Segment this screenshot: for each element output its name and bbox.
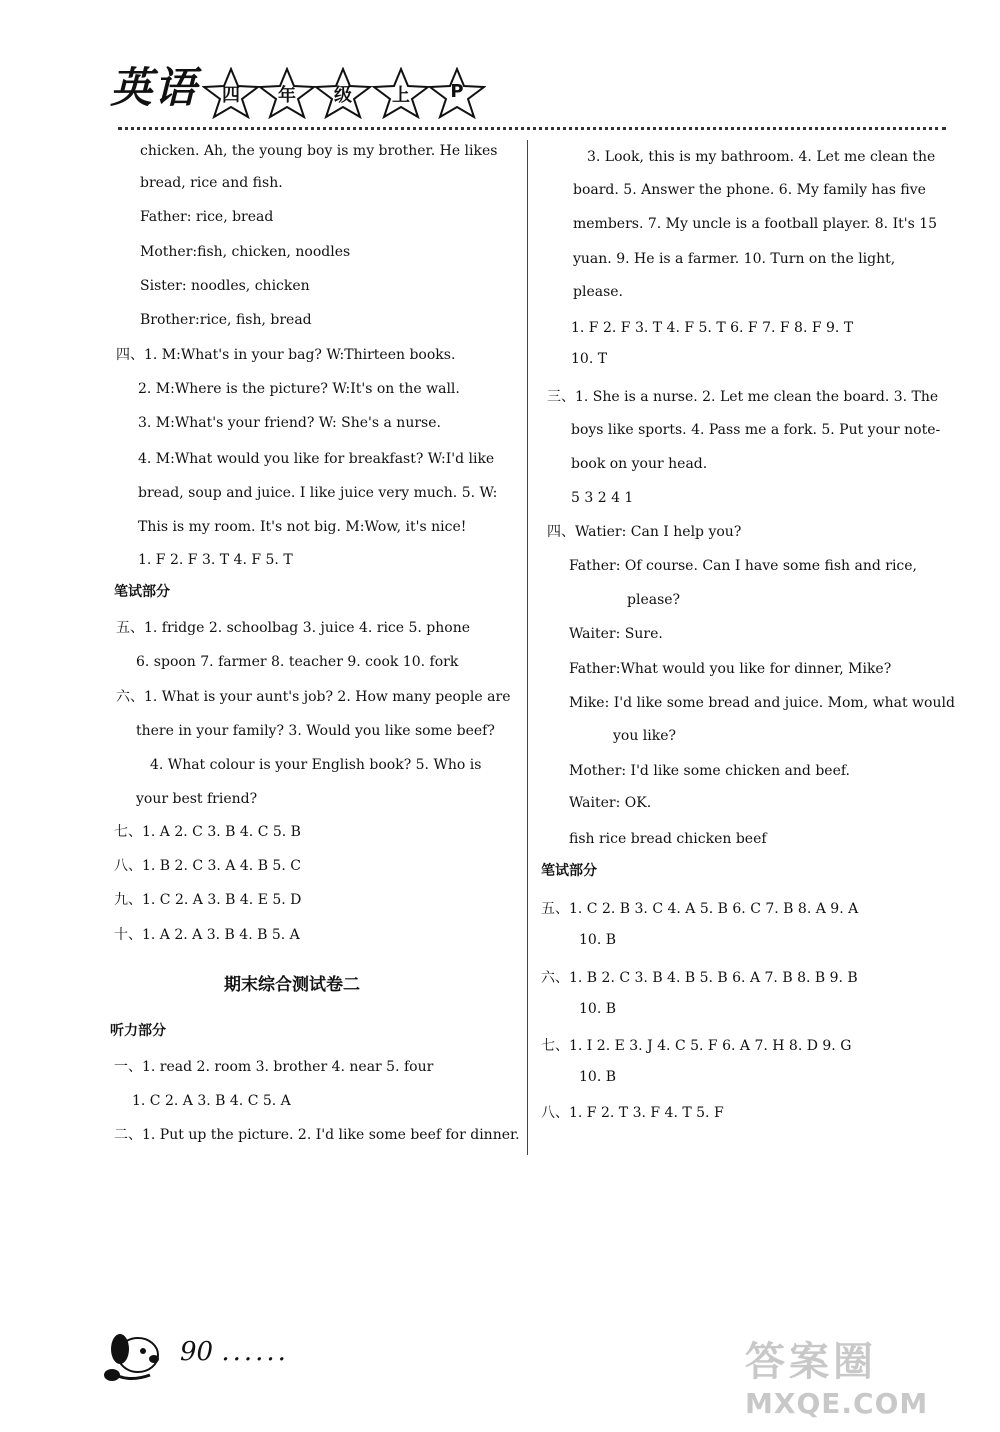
answer-line: 4. What colour is your English book? 5. Who is bbox=[150, 757, 482, 773]
watermark-cn: 答案圈 bbox=[745, 1339, 877, 1385]
answer-line: 10. B bbox=[579, 1001, 617, 1017]
answer-line: 七、1. A 2. C 3. B 4. C 5. B bbox=[114, 824, 301, 840]
section-label-written: 笔试部分 bbox=[114, 584, 170, 600]
answer-line: 四、1. M:What's in your bag? W:Thirteen books. bbox=[116, 347, 456, 363]
grade-star-3 bbox=[314, 67, 372, 119]
answer-line: 10. B bbox=[579, 932, 617, 948]
answer-line: bread, rice and fish. bbox=[140, 175, 283, 191]
answer-line: 5 3 2 4 1 bbox=[571, 490, 634, 506]
answer-line: 一、1. read 2. room 3. brother 4. near 5. four bbox=[114, 1059, 434, 1075]
grade-char-3: 级 bbox=[334, 85, 352, 106]
answer-line: 二、1. Put up the picture. 2. I'd like some beef for dinner. bbox=[114, 1127, 520, 1143]
answer-line: 6. spoon 7. farmer 8. teacher 9. cook 10. fork bbox=[136, 654, 459, 670]
answer-line: 3. Look, this is my bathroom. 4. Let me clean the bbox=[587, 149, 936, 165]
test-paper-title: 期末综合测试卷二 bbox=[224, 975, 360, 995]
answer-line: please? bbox=[627, 592, 681, 608]
section-label-written: 笔试部分 bbox=[541, 863, 597, 879]
answer-line: 五、1. fridge 2. schoolbag 3. juice 4. rice 5. phone bbox=[116, 620, 471, 636]
answer-line: 1. F 2. F 3. T 4. F 5. T bbox=[138, 552, 293, 568]
answer-line: 1. C 2. A 3. B 4. C 5. A bbox=[132, 1093, 291, 1109]
grade-char-1: 四 bbox=[222, 85, 240, 106]
answer-line: 3. M:What's your friend? W: She's a nurse. bbox=[138, 415, 441, 431]
page-number-value: 90 bbox=[180, 1337, 214, 1367]
answer-line: you like? bbox=[613, 728, 677, 744]
answer-line: Mother: I'd like some chicken and beef. bbox=[569, 763, 850, 779]
answer-line: 九、1. C 2. A 3. B 4. E 5. D bbox=[114, 892, 302, 908]
answer-line: board. 5. Answer the phone. 6. My family has five bbox=[573, 182, 926, 198]
answer-line: Father: rice, bread bbox=[140, 209, 274, 225]
answer-line: members. 7. My uncle is a football player. 8. It's 15 bbox=[573, 216, 938, 232]
answer-line: Brother:rice, fish, bread bbox=[140, 312, 312, 328]
answer-line: 四、Watier: Can I help you? bbox=[547, 524, 742, 540]
watermark-en: MXQE.COM bbox=[745, 1387, 929, 1420]
answer-line: 八、1. F 2. T 3. F 4. T 5. F bbox=[541, 1105, 724, 1121]
grade-char-4: 上 bbox=[392, 85, 410, 106]
answer-line: please. bbox=[573, 284, 623, 300]
answer-line: boys like sports. 4. Pass me a fork. 5. Put your note- bbox=[571, 422, 941, 438]
grade-char-2: 年 bbox=[278, 85, 296, 106]
section-label-listening: 听力部分 bbox=[110, 1023, 166, 1039]
answer-line: 10. B bbox=[579, 1069, 617, 1085]
answer-line: 1. F 2. F 3. T 4. F 5. T 6. F 7. F 8. F 9. T bbox=[571, 320, 854, 336]
grade-star-4 bbox=[372, 67, 430, 119]
answer-line: 三、1. She is a nurse. 2. Let me clean the board. 3. The bbox=[547, 389, 939, 405]
answer-line: there in your family? 3. Would you like some beef? bbox=[136, 723, 495, 739]
answer-line: chicken. Ah, the young boy is my brother. He likes bbox=[140, 143, 498, 159]
answer-line: 2. M:Where is the picture? W:It's on the wall. bbox=[138, 381, 460, 397]
answer-line: your best friend? bbox=[136, 791, 258, 807]
grade-star-5 bbox=[428, 67, 486, 119]
grade-star-2 bbox=[258, 67, 316, 119]
answer-line: 七、1. I 2. E 3. J 4. C 5. F 6. A 7. H 8. D 9. G bbox=[541, 1038, 852, 1054]
answer-line: bread, soup and juice. I like juice very much. 5. W: bbox=[138, 485, 498, 501]
watermark bbox=[745, 1330, 975, 1420]
answer-line: yuan. 9. He is a farmer. 10. Turn on the light, bbox=[573, 251, 896, 267]
answer-line: 六、1. What is your aunt's job? 2. How many people are bbox=[116, 689, 511, 705]
answer-line: Waiter: OK. bbox=[569, 795, 652, 811]
page-number bbox=[180, 1337, 289, 1367]
answer-line: Sister: noodles, chicken bbox=[140, 278, 310, 294]
answer-line: Father:What would you like for dinner, Mike? bbox=[569, 661, 892, 677]
cartoon-dog-icon bbox=[98, 1325, 170, 1385]
answer-line: 10. T bbox=[571, 351, 608, 367]
header-dotted-divider bbox=[118, 127, 946, 130]
answer-line: Mother:fish, chicken, noodles bbox=[140, 244, 351, 260]
answer-line: 八、1. B 2. C 3. A 4. B 5. C bbox=[114, 858, 301, 874]
answer-line: This is my room. It's not big. M:Wow, it's nice! bbox=[138, 519, 467, 535]
answer-line: 4. M:What would you like for breakfast? W:I'd like bbox=[138, 451, 495, 467]
column-divider bbox=[527, 140, 528, 1155]
answer-line: fish rice bread chicken beef bbox=[569, 831, 767, 847]
page-number-dots: ...... bbox=[221, 1337, 289, 1367]
grade-star-1 bbox=[202, 67, 260, 119]
answer-line: Mike: I'd like some bread and juice. Mom, what would bbox=[569, 695, 955, 711]
answer-line: 五、1. C 2. B 3. C 4. A 5. B 6. C 7. B 8. A 9. A bbox=[541, 901, 859, 917]
answer-line: 十、1. A 2. A 3. B 4. B 5. A bbox=[114, 927, 300, 943]
grade-char-5: P bbox=[450, 81, 464, 102]
answer-line: Waiter: Sure. bbox=[569, 626, 663, 642]
page-header bbox=[110, 55, 960, 125]
answer-line: 六、1. B 2. C 3. B 4. B 5. B 6. A 7. B 8. B 9. B bbox=[541, 970, 858, 986]
page-footer bbox=[98, 1325, 318, 1385]
book-title: 英语 bbox=[110, 63, 199, 112]
answer-line: book on your head. bbox=[571, 456, 708, 472]
answer-line: Father: Of course. Can I have some fish and rice, bbox=[569, 558, 918, 574]
